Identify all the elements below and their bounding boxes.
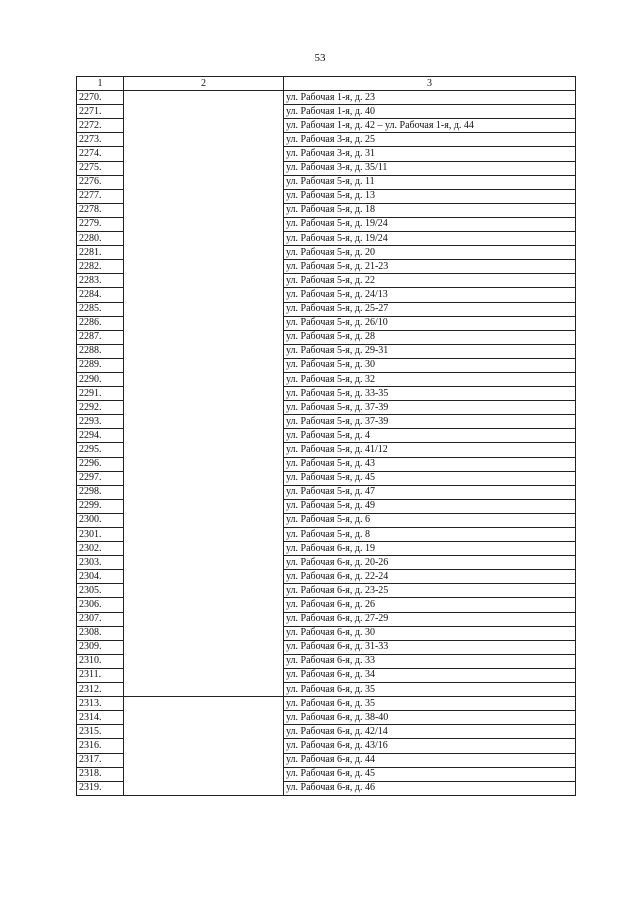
- row-number: 2302.: [77, 542, 124, 556]
- row-number: 2290.: [77, 372, 124, 386]
- row-number: 2304.: [77, 570, 124, 584]
- address-cell: ул. Рабочая 5-я, д. 18: [284, 203, 576, 217]
- row-number: 2291.: [77, 387, 124, 401]
- table-body: [77, 91, 576, 796]
- address-cell: ул. Рабочая 5-я, д. 43: [284, 457, 576, 471]
- row-number: 2280.: [77, 232, 124, 246]
- address-cell: ул. Рабочая 5-я, д. 8: [284, 528, 576, 542]
- address-cell: ул. Рабочая 6-я, д. 19: [284, 542, 576, 556]
- table-header-row: [77, 77, 576, 91]
- row-number: 2307.: [77, 612, 124, 626]
- address-cell: ул. Рабочая 6-я, д. 22-24: [284, 570, 576, 584]
- row-number: 2277.: [77, 189, 124, 203]
- address-cell: ул. Рабочая 6-я, д. 35: [284, 697, 576, 711]
- merged-empty-cell: [124, 697, 284, 796]
- row-number: 2285.: [77, 302, 124, 316]
- address-cell: ул. Рабочая 5-я, д. 13: [284, 189, 576, 203]
- address-cell: ул. Рабочая 5-я, д. 28: [284, 330, 576, 344]
- row-number: 2295.: [77, 443, 124, 457]
- row-number: 2278.: [77, 203, 124, 217]
- row-number: 2305.: [77, 584, 124, 598]
- address-cell: ул. Рабочая 5-я, д. 6: [284, 513, 576, 527]
- merged-empty-cell: [124, 91, 284, 697]
- row-number: 2296.: [77, 457, 124, 471]
- address-cell: ул. Рабочая 5-я, д. 24/13: [284, 288, 576, 302]
- address-cell: ул. Рабочая 5-я, д. 19/24: [284, 232, 576, 246]
- table-row: [77, 91, 576, 105]
- page-number: 53: [314, 52, 326, 64]
- address-cell: ул. Рабочая 6-я, д. 20-26: [284, 556, 576, 570]
- row-number: 2303.: [77, 556, 124, 570]
- row-number: 2273.: [77, 133, 124, 147]
- row-number: 2288.: [77, 344, 124, 358]
- row-number: 2274.: [77, 147, 124, 161]
- row-number: 2284.: [77, 288, 124, 302]
- row-number: 2283.: [77, 274, 124, 288]
- row-number: 2298.: [77, 485, 124, 499]
- address-cell: ул. Рабочая 5-я, д. 29-31: [284, 344, 576, 358]
- address-cell: ул. Рабочая 5-я, д. 30: [284, 358, 576, 372]
- row-number: 2318.: [77, 767, 124, 781]
- address-cell: ул. Рабочая 5-я, д. 21-23: [284, 260, 576, 274]
- row-number: 2276.: [77, 175, 124, 189]
- address-cell: ул. Рабочая 6-я, д. 46: [284, 781, 576, 795]
- address-cell: ул. Рабочая 5-я, д. 22: [284, 274, 576, 288]
- row-number: 2306.: [77, 598, 124, 612]
- column-header-3: 3: [284, 77, 576, 91]
- address-cell: ул. Рабочая 6-я, д. 23-25: [284, 584, 576, 598]
- row-number: 2310.: [77, 654, 124, 668]
- address-cell: ул. Рабочая 6-я, д. 43/16: [284, 739, 576, 753]
- address-cell: ул. Рабочая 5-я, д. 45: [284, 471, 576, 485]
- address-cell: ул. Рабочая 1-я, д. 42 – ул. Рабочая 1-я, д. 44: [284, 119, 576, 133]
- row-number: 2319.: [77, 781, 124, 795]
- address-table: [76, 76, 576, 796]
- address-cell: ул. Рабочая 5-я, д. 25-27: [284, 302, 576, 316]
- address-cell: ул. Рабочая 3-я, д. 25: [284, 133, 576, 147]
- row-number: 2311.: [77, 668, 124, 682]
- row-number: 2308.: [77, 626, 124, 640]
- address-cell: ул. Рабочая 6-я, д. 34: [284, 668, 576, 682]
- address-cell: ул. Рабочая 5-я, д. 11: [284, 175, 576, 189]
- address-cell: ул. Рабочая 5-я, д. 37-39: [284, 415, 576, 429]
- row-number: 2317.: [77, 753, 124, 767]
- address-cell: ул. Рабочая 5-я, д. 20: [284, 246, 576, 260]
- row-number: 2281.: [77, 246, 124, 260]
- row-number: 2315.: [77, 725, 124, 739]
- row-number: 2289.: [77, 358, 124, 372]
- column-header-1: 1: [77, 77, 124, 91]
- row-number: 2294.: [77, 429, 124, 443]
- address-cell: ул. Рабочая 6-я, д. 27-29: [284, 612, 576, 626]
- row-number: 2309.: [77, 640, 124, 654]
- address-cell: ул. Рабочая 5-я, д. 19/24: [284, 217, 576, 231]
- address-cell: ул. Рабочая 5-я, д. 41/12: [284, 443, 576, 457]
- address-cell: ул. Рабочая 6-я, д. 33: [284, 654, 576, 668]
- address-cell: ул. Рабочая 3-я, д. 35/11: [284, 161, 576, 175]
- address-cell: ул. Рабочая 6-я, д. 45: [284, 767, 576, 781]
- row-number: 2297.: [77, 471, 124, 485]
- column-header-2: 2: [124, 77, 284, 91]
- row-number: 2270.: [77, 91, 124, 105]
- row-number: 2299.: [77, 499, 124, 513]
- table-row: [77, 697, 576, 711]
- row-number: 2287.: [77, 330, 124, 344]
- address-cell: ул. Рабочая 5-я, д. 47: [284, 485, 576, 499]
- address-cell: ул. Рабочая 5-я, д. 32: [284, 372, 576, 386]
- row-number: 2279.: [77, 217, 124, 231]
- address-cell: ул. Рабочая 6-я, д. 38-40: [284, 711, 576, 725]
- row-number: 2272.: [77, 119, 124, 133]
- row-number: 2275.: [77, 161, 124, 175]
- row-number: 2301.: [77, 528, 124, 542]
- row-number: 2292.: [77, 401, 124, 415]
- address-cell: ул. Рабочая 5-я, д. 26/10: [284, 316, 576, 330]
- address-cell: ул. Рабочая 6-я, д. 31-33: [284, 640, 576, 654]
- row-number: 2313.: [77, 697, 124, 711]
- address-cell: ул. Рабочая 3-я, д. 31: [284, 147, 576, 161]
- address-cell: ул. Рабочая 6-я, д. 26: [284, 598, 576, 612]
- address-cell: ул. Рабочая 5-я, д. 37-39: [284, 401, 576, 415]
- address-cell: ул. Рабочая 6-я, д. 44: [284, 753, 576, 767]
- address-cell: ул. Рабочая 5-я, д. 49: [284, 499, 576, 513]
- row-number: 2293.: [77, 415, 124, 429]
- address-cell: ул. Рабочая 6-я, д. 35: [284, 683, 576, 697]
- row-number: 2300.: [77, 513, 124, 527]
- row-number: 2282.: [77, 260, 124, 274]
- row-number: 2271.: [77, 105, 124, 119]
- address-cell: ул. Рабочая 5-я, д. 33-35: [284, 387, 576, 401]
- address-cell: ул. Рабочая 1-я, д. 40: [284, 105, 576, 119]
- row-number: 2314.: [77, 711, 124, 725]
- address-cell: ул. Рабочая 6-я, д. 42/14: [284, 725, 576, 739]
- row-number: 2312.: [77, 683, 124, 697]
- address-cell: ул. Рабочая 6-я, д. 30: [284, 626, 576, 640]
- address-cell: ул. Рабочая 5-я, д. 4: [284, 429, 576, 443]
- row-number: 2316.: [77, 739, 124, 753]
- row-number: 2286.: [77, 316, 124, 330]
- address-cell: ул. Рабочая 1-я, д. 23: [284, 91, 576, 105]
